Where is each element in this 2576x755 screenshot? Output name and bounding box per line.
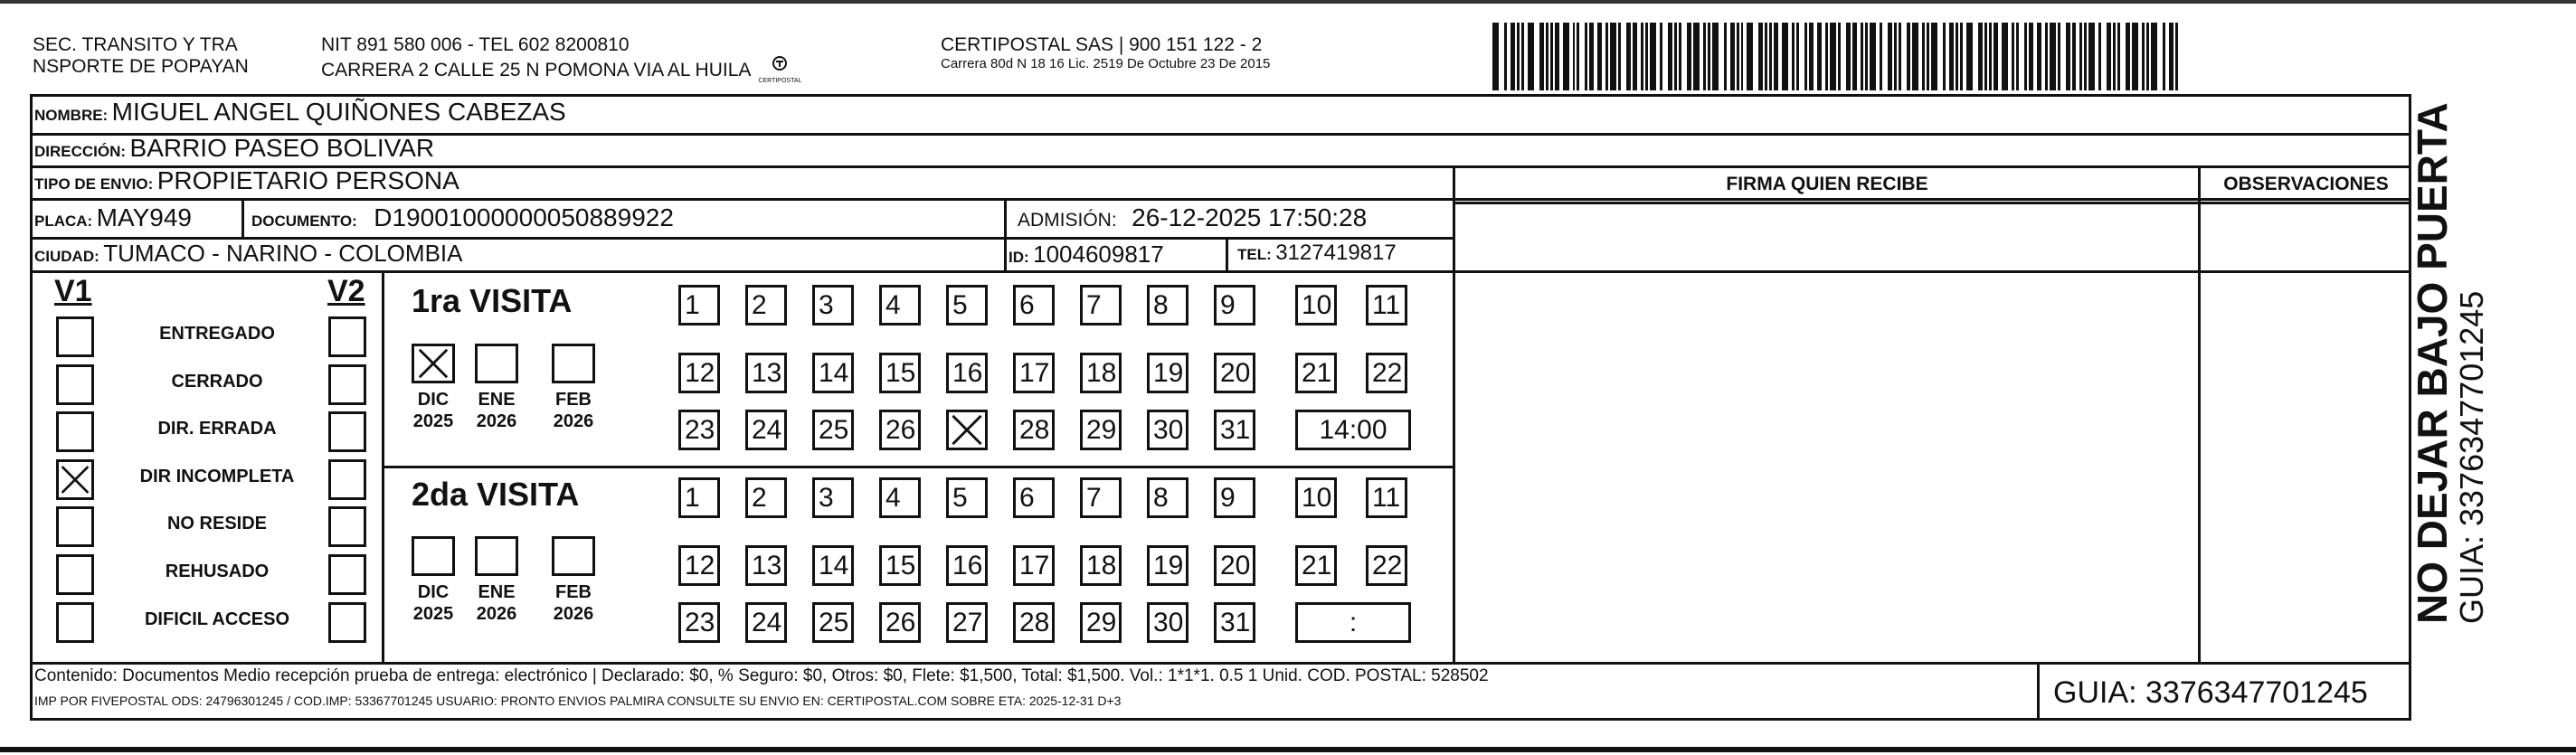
barcode-bar (2088, 23, 2095, 90)
day-box[interactable]: 21 (1295, 353, 1337, 393)
month-name: ENE (478, 582, 516, 602)
day-box[interactable]: 3 (812, 477, 854, 518)
day-box[interactable]: 20 (1214, 353, 1255, 393)
barcode-bar (1984, 23, 1987, 90)
sender-name: SEC. TRANSITO Y TRA NSPORTE DE POPAYAN (33, 34, 249, 77)
barcode-bar (1511, 23, 1515, 90)
v1-checkbox[interactable] (56, 364, 94, 405)
barcode-bar (1956, 23, 1958, 90)
barcode-bar (1703, 23, 1706, 90)
barcode-bar (2037, 23, 2041, 90)
barcode-bar (1994, 23, 1998, 90)
month-checkbox[interactable] (552, 536, 595, 576)
barcode-bar (1521, 23, 1524, 90)
v2-checkbox[interactable] (328, 506, 366, 547)
barcode-bar (1660, 23, 1662, 90)
barcode-bar (1712, 23, 1719, 90)
day-box[interactable]: 31 (1214, 602, 1255, 643)
direccion-row: DIRECCIÓN: BARRIO PASEO BOLIVAR (34, 134, 435, 162)
barcode-bar (1769, 23, 1772, 90)
sender-contact: NIT 891 580 006 - TEL 602 8200810 CARRERA 2 CALLE 25 N POMONA VIA AL HUILA CERTIPOSTAL (321, 34, 803, 84)
month-year: 2026 (553, 411, 594, 431)
second-visit-title: 2da VISITA (412, 476, 580, 513)
day-box[interactable]: 13 (745, 353, 787, 393)
day-box[interactable]: 4 (879, 285, 921, 326)
nombre-value: MIGUEL ANGEL QUIÑONES CABEZAS (111, 98, 566, 126)
day-box[interactable]: 15 (879, 353, 921, 393)
barcode-bar (2045, 23, 2048, 90)
barcode-bar (1922, 23, 1925, 90)
v2-checkbox[interactable] (328, 364, 366, 405)
day-box[interactable]: 9 (1214, 285, 1255, 326)
id-field: ID: 1004609817 (1009, 241, 1164, 268)
day-box[interactable]: 10 (1295, 477, 1337, 518)
barcode-bar (1528, 23, 1534, 90)
day-box[interactable]: 22 (1366, 545, 1407, 586)
status-label: DIR INCOMPLETA (139, 467, 295, 486)
barcode-bar (1633, 23, 1637, 90)
v2-checkbox[interactable] (328, 602, 366, 643)
day-box[interactable]: 5 (946, 285, 988, 326)
day-box[interactable]: 1 (678, 285, 720, 326)
barcode-bar (2132, 23, 2138, 90)
month-name: FEB (555, 582, 592, 602)
barcode-bar (2012, 23, 2014, 90)
barcode-bar (1774, 23, 1778, 90)
barcode-bar (1730, 23, 1735, 90)
barcode-bar (1737, 23, 1739, 90)
side-text (2410, 102, 2490, 624)
v1-checkbox[interactable] (56, 602, 94, 643)
barcode-bar (1679, 23, 1681, 90)
day-box[interactable]: 31 (1214, 410, 1255, 450)
barcode-bar (1687, 23, 1691, 90)
barcode-bar (2126, 23, 2130, 90)
day-box[interactable]: 24 (745, 410, 787, 450)
firma-header: FIRMA QUIEN RECIBE (1726, 174, 1928, 194)
barcode (1492, 23, 2180, 90)
side-warning: NO DEJAR BAJO PUERTA (2409, 102, 2456, 624)
barcode-bar (1555, 23, 1559, 90)
company-info: CERTIPOSTAL SAS | 900 151 122 - 2 Carrera 80d N 18 16 Lic. 2519 De Octubre 23 De 2015 (941, 34, 1271, 71)
day-box[interactable]: 19 (1147, 545, 1189, 586)
v1-label: V1 (54, 274, 92, 308)
barcode-bar (1830, 23, 1836, 90)
month-name: DIC (417, 582, 450, 602)
status-label: DIR. ERRADA (157, 419, 277, 439)
v1-checkbox[interactable] (56, 316, 94, 357)
barcode-bar (1758, 23, 1763, 90)
barcode-bar (1817, 23, 1822, 90)
barcode-bar (2050, 23, 2056, 90)
barcode-bar (2107, 23, 2111, 90)
day-box[interactable]: 10 (1295, 285, 1337, 326)
barcode-bar (1577, 23, 1579, 90)
status-label: CERRADO (171, 372, 263, 392)
barcode-bar (1838, 23, 1841, 90)
barcode-bar (1809, 23, 1814, 90)
day-box[interactable]: 13 (745, 545, 787, 586)
imp-line: IMP POR FIVEPOSTAL ODS: 24796301245 / COD.IMP: 53367701245 USUARIO: PRONTO ENVIOS PALMIRA CONSULTE SU ENVIO EN: CERTIPOSTAL.COM SOBRE ETA: 2025-12-31 D+3 (34, 694, 1122, 708)
barcode-bar (1605, 23, 1608, 90)
barcode-bar (1978, 23, 1983, 90)
tel-field: TEL: 3127419817 (1237, 241, 1397, 265)
month-name: ENE (478, 390, 516, 410)
v1-checkbox[interactable] (56, 459, 94, 500)
v1-checkbox[interactable] (56, 506, 94, 547)
day-box-checked[interactable] (946, 410, 988, 450)
certipostal-logo: CERTIPOSTAL (756, 56, 803, 84)
barcode-bar (1626, 23, 1631, 90)
barcode-bar (1943, 23, 1946, 90)
barcode-bar (2117, 23, 2120, 90)
barcode-bar (2098, 23, 2101, 90)
barcode-bar (2163, 23, 2165, 90)
barcode-bar (1894, 23, 1897, 90)
day-box[interactable]: 5 (946, 477, 988, 518)
day-box[interactable]: 14 (812, 545, 854, 586)
barcode-bar (1765, 23, 1767, 90)
barcode-bar (1708, 23, 1710, 90)
barcode-bar (1539, 23, 1544, 90)
barcode-bar (1865, 23, 1868, 90)
day-box[interactable]: 18 (1080, 353, 1122, 393)
nombre-row: NOMBRE: MIGUEL ANGEL QUIÑONES CABEZAS (34, 98, 566, 126)
day-box[interactable]: 25 (812, 602, 854, 643)
tipo-envio-value: PROPIETARIO PERSONA (156, 166, 459, 194)
day-box[interactable]: 8 (1147, 285, 1189, 326)
barcode-bar (1966, 23, 1973, 90)
day-box[interactable]: 3 (812, 285, 854, 326)
barcode-bar (1504, 23, 1507, 90)
barcode-bar (1870, 23, 1876, 90)
barcode-bar (1618, 23, 1621, 90)
v1-checkbox[interactable] (56, 554, 94, 595)
direccion-value: BARRIO PASEO BOLIVAR (129, 134, 435, 162)
v2-checkbox[interactable] (328, 411, 366, 452)
barcode-bar (1597, 23, 1602, 90)
barcode-bar (1888, 23, 1892, 90)
barcode-bar (1846, 23, 1851, 90)
day-box[interactable]: 26 (879, 602, 921, 643)
month-year: 2025 (412, 411, 454, 431)
status-label: REHUSADO (165, 562, 270, 581)
barcode-bar (1852, 23, 1857, 90)
month-checkbox[interactable] (475, 536, 518, 576)
barcode-bar (2169, 23, 2174, 90)
day-box[interactable]: 11 (1366, 285, 1407, 326)
barcode-bar (1517, 23, 1520, 90)
day-box[interactable]: 29 (1080, 410, 1122, 450)
barcode-bar (1949, 23, 1954, 90)
barcode-bar (2175, 23, 2178, 90)
status-label: ENTREGADO (159, 324, 275, 344)
documento-field: DOCUMENTO: D19001000000050889922 (251, 203, 674, 231)
month-year: 2026 (476, 411, 517, 431)
barcode-bar (1550, 23, 1553, 90)
month-checkbox[interactable] (475, 344, 518, 383)
v2-checkbox[interactable] (328, 459, 366, 500)
month-label (545, 581, 602, 625)
month-year: 2026 (553, 604, 594, 624)
barcode-bar (1861, 23, 1863, 90)
day-box[interactable]: 9 (1214, 477, 1255, 518)
day-box[interactable]: 1 (678, 477, 720, 518)
v2-checkbox[interactable] (328, 316, 366, 357)
day-box[interactable]: 12 (678, 545, 720, 586)
day-box[interactable]: 7 (1080, 285, 1122, 326)
barcode-bar (1546, 23, 1548, 90)
barcode-bar (2079, 23, 2082, 90)
barcode-bar (1912, 23, 1918, 90)
ciudad-field: CIUDAD: TUMACO - NARINO - COLOMBIA (34, 240, 463, 267)
barcode-bar (1927, 23, 1929, 90)
admision-field: ADMISIÓN: 26-12-2025 17:50:28 (1018, 203, 1368, 231)
barcode-bar (1563, 23, 1569, 90)
month-checkbox[interactable] (412, 536, 455, 576)
barcode-bar (1804, 23, 1807, 90)
barcode-bar (2084, 23, 2087, 90)
day-box[interactable]: 16 (946, 545, 988, 586)
day-box[interactable]: 30 (1147, 410, 1189, 450)
v1-checkbox[interactable] (56, 411, 94, 452)
month-name: FEB (555, 390, 592, 410)
month-label (468, 581, 526, 625)
barcode-bar (1931, 23, 1937, 90)
barcode-bar (1668, 23, 1672, 90)
day-box[interactable]: 14 (812, 353, 854, 393)
barcode-bar (1585, 23, 1587, 90)
day-box[interactable]: 23 (678, 602, 720, 643)
status-label: DIFICIL ACCESO (144, 609, 289, 629)
barcode-bar (2002, 23, 2008, 90)
day-box[interactable]: 12 (678, 353, 720, 393)
day-box[interactable]: 11 (1366, 477, 1407, 518)
day-box[interactable]: 2 (745, 477, 787, 518)
day-box[interactable]: 28 (1013, 602, 1055, 643)
barcode-bar (1724, 23, 1727, 90)
barcode-bar (2024, 23, 2027, 90)
day-box[interactable]: 21 (1295, 545, 1337, 586)
placa-field: PLACA: MAY949 (34, 203, 192, 231)
day-box[interactable]: 25 (812, 410, 854, 450)
barcode-bar (1747, 23, 1753, 90)
barcode-bar (1960, 23, 1963, 90)
first-visit-title: 1ra VISITA (412, 282, 573, 319)
day-box[interactable]: 30 (1147, 602, 1189, 643)
barcode-bar (1825, 23, 1828, 90)
contenido-line: Contenido: Documentos Medio recepción prueba de entrega: electrónico | Declarado: $0, % Seguro: $0, Otros: $0, Flete: $1,500, Total: $1,500. Vol.: 1*1*1. 0.5 1 Unid. COD. POSTAL: 528502 (34, 666, 1489, 685)
day-box[interactable]: 6 (1013, 285, 1055, 326)
barcode-bar (2113, 23, 2116, 90)
day-box[interactable]: 27 (946, 602, 988, 643)
barcode-bar (1899, 23, 1901, 90)
month-checkbox[interactable] (552, 344, 595, 383)
barcode-bar (1645, 23, 1648, 90)
barcode-bar (1782, 23, 1788, 90)
barcode-bar (1492, 23, 1499, 90)
barcode-bar (2016, 23, 2019, 90)
barcode-bar (1907, 23, 1911, 90)
day-box[interactable]: 22 (1366, 353, 1407, 393)
day-box[interactable]: 19 (1147, 353, 1189, 393)
day-box[interactable]: 17 (1013, 353, 1055, 393)
month-label (545, 389, 602, 432)
barcode-bar (1674, 23, 1677, 90)
observaciones-header: OBSERVACIONES (2223, 174, 2389, 194)
day-box[interactable]: 24 (745, 602, 787, 643)
day-box[interactable]: 8 (1147, 477, 1189, 518)
barcode-bar (1796, 23, 1799, 90)
month-label (404, 389, 462, 432)
day-box[interactable]: 17 (1013, 545, 1055, 586)
month-name: DIC (417, 390, 450, 410)
day-box[interactable]: 4 (879, 477, 921, 518)
side-guia: GUIA: 3376347701245 (2453, 290, 2490, 624)
day-box[interactable]: 29 (1080, 602, 1122, 643)
day-box[interactable]: 18 (1080, 545, 1122, 586)
month-year: 2025 (412, 604, 454, 624)
month-label (404, 581, 462, 625)
barcode-bar (1641, 23, 1643, 90)
barcode-bar (1792, 23, 1795, 90)
time-box[interactable]: 14:00 (1295, 410, 1411, 450)
day-box[interactable]: 16 (946, 353, 988, 393)
barcode-bar (2072, 23, 2077, 90)
barcode-bar (2066, 23, 2070, 90)
month-label (468, 389, 526, 432)
footer-guia: GUIA: 3376347701245 (2053, 675, 2368, 710)
time-box[interactable]: : (1295, 602, 1411, 643)
v2-checkbox[interactable] (328, 554, 366, 595)
barcode-bar (1880, 23, 1882, 90)
barcode-bar (2029, 23, 2033, 90)
barcode-bar (1693, 23, 1700, 90)
day-box[interactable]: 2 (745, 285, 787, 326)
day-box[interactable]: 28 (1013, 410, 1055, 450)
barcode-bar (2058, 23, 2060, 90)
day-box[interactable]: 23 (678, 410, 720, 450)
month-year: 2026 (476, 604, 517, 624)
tipo-envio-row: TIPO DE ENVIO: PROPIETARIO PERSONA (34, 166, 459, 194)
barcode-bar (2142, 23, 2145, 90)
v2-label: V2 (327, 274, 365, 308)
barcode-bar (2146, 23, 2149, 90)
month-checkbox[interactable] (412, 344, 455, 383)
barcode-bar (1741, 23, 1744, 90)
barcode-bar (2151, 23, 2157, 90)
barcode-bar (1650, 23, 1656, 90)
day-box[interactable]: 7 (1080, 477, 1122, 518)
status-label: NO RESIDE (166, 514, 268, 533)
barcode-bar (1589, 23, 1594, 90)
barcode-bar (1989, 23, 1992, 90)
day-box[interactable]: 6 (1013, 477, 1055, 518)
barcode-bar (1610, 23, 1616, 90)
day-box[interactable]: 15 (879, 545, 921, 586)
barcode-bar (1573, 23, 1576, 90)
day-box[interactable]: 20 (1214, 545, 1255, 586)
day-box[interactable]: 26 (879, 410, 921, 450)
